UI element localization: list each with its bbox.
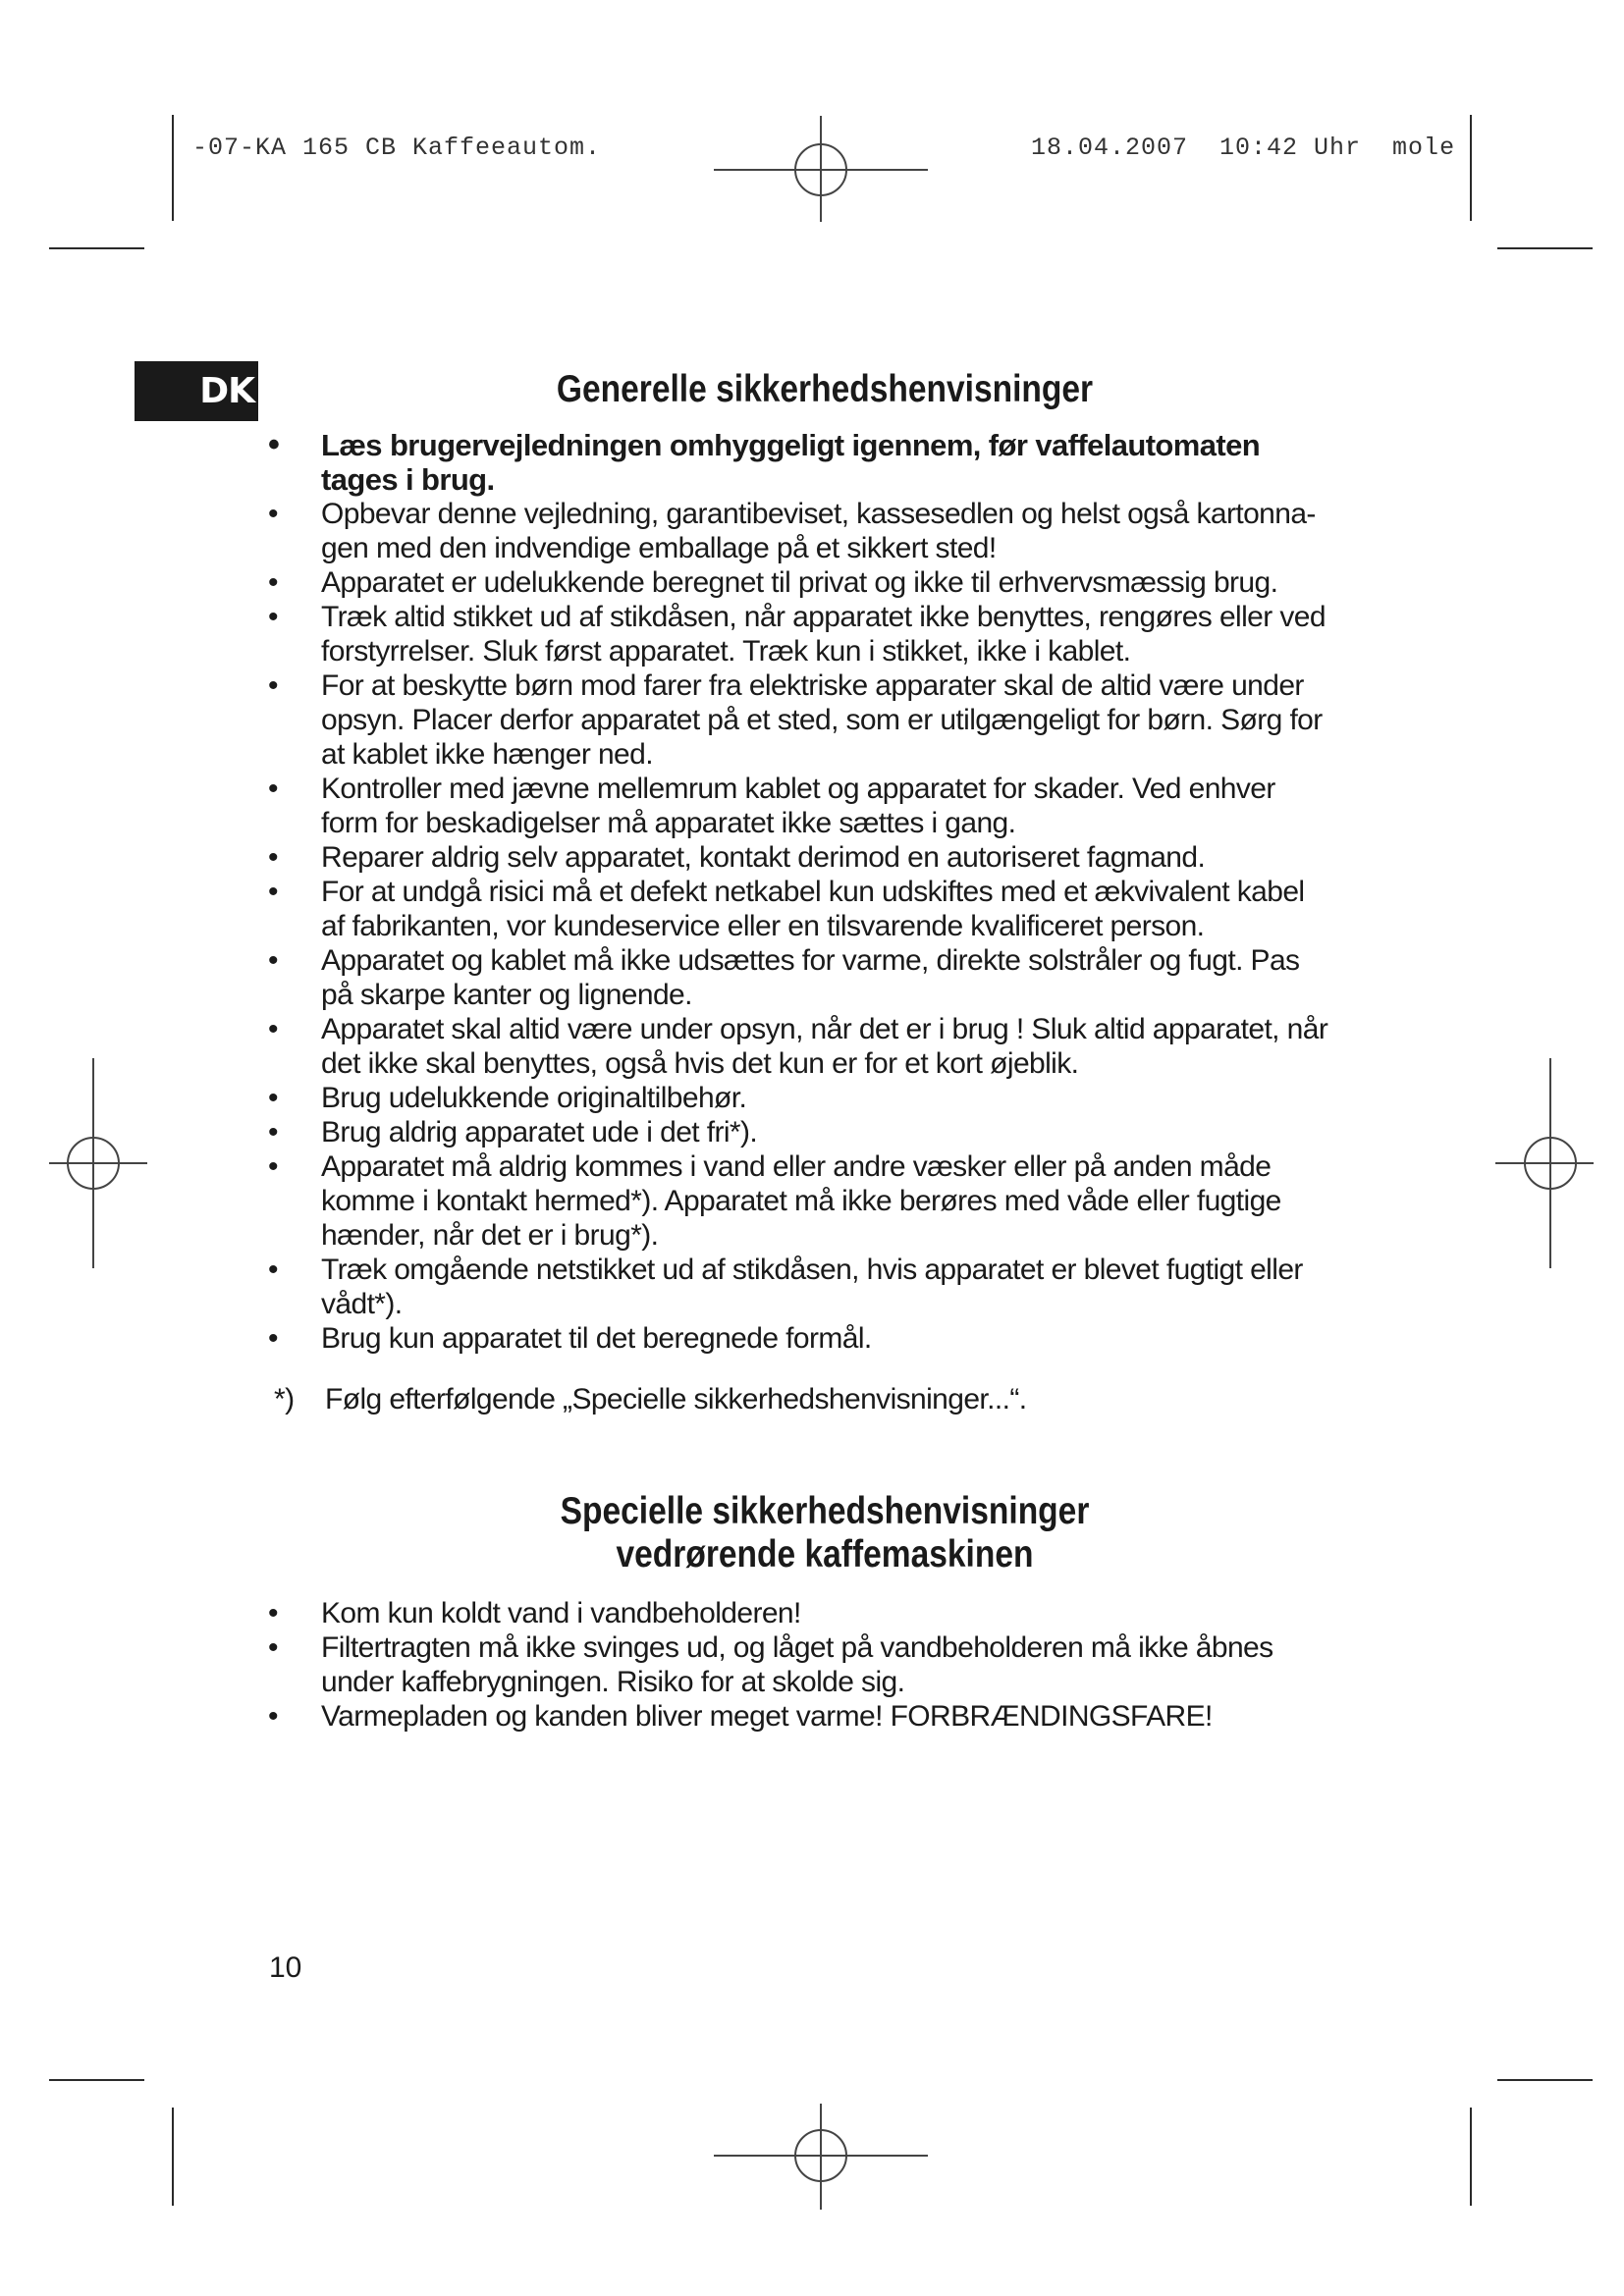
list-item: • Træk altid stikket ud af stikdåsen, når apparatet ikke benyttes, rengøres eller ved forstyrrelser. Sluk først apparatet. Træk kun i stikket, ikke i kablet. xyxy=(265,600,1335,668)
list-item: • Apparatet må aldrig kommes i vand eller andre væsker eller på anden måde komme i kontakt hermed*). Apparatet må ikke berøres med våde eller fugtige hænder, når det er i brug*). xyxy=(265,1149,1335,1253)
language-tab: DK xyxy=(135,361,258,421)
list-item: • For at undgå risici må et defekt netkabel kun udskiftes med et ækvivalent kabel af fabrikanten, vor kundeservice eller en tilsvarende kvalificeret person. xyxy=(265,875,1335,943)
footnote xyxy=(274,1382,1027,1416)
list-item: • Apparatet er udelukkende beregnet til privat og ikke til erhvervsmæssig brug. xyxy=(265,565,1335,600)
list-item: • Filtertragten må ikke svinges ud, og låget på vandbeholderen må ikke åbnes under kaffebrygningen. Risiko for at skolde sig. xyxy=(265,1630,1335,1699)
crop-mark xyxy=(1497,2079,1593,2081)
list-item: • Brug udelukkende originaltilbehør. xyxy=(265,1081,1335,1115)
crop-mark xyxy=(49,247,144,249)
registration-mark-right xyxy=(1495,1058,1594,1268)
section-title-line-2: vedrørende kaffemaskinen xyxy=(616,1533,1034,1575)
crop-mark xyxy=(172,2108,174,2206)
crop-mark xyxy=(1470,2108,1472,2206)
list-item: • Læs brugervejledningen omhyggeligt igennem, før vaffelautomaten tages i brug. xyxy=(265,428,1335,497)
list-item: • Opbevar denne vejledning, garantibeviset, kassesedlen og helst også kartonna-gen med den indvendige emballage på et sikkert sted! xyxy=(265,497,1335,565)
list-item: • Brug kun apparatet til det beregnede formål. xyxy=(265,1321,1335,1356)
registration-mark-top xyxy=(714,116,928,222)
header-file-name: -07-KA 165 CB Kaffeeautom. xyxy=(192,133,602,162)
list-item: • For at beskytte børn mod farer fra elektriske apparater skal de altid være under opsyn. Placer derfor apparatet på et sted, som er utilgængeligt for børn. Sørg for at kablet ikke hænger ned. xyxy=(265,668,1335,772)
registration-mark-bottom xyxy=(714,2104,928,2210)
footnote-mark: *) xyxy=(274,1383,295,1415)
header-datetime: 18.04.2007 10:42 Uhr mole xyxy=(1031,133,1456,162)
list-item: • Apparatet skal altid være under opsyn, når det er i brug ! Sluk altid apparatet, når det ikke skal benyttes, også hvis det kun er for et kort øjeblik. xyxy=(265,1012,1335,1081)
crop-mark xyxy=(172,115,174,221)
general-safety-list xyxy=(265,428,1335,1356)
list-item: • Træk omgående netstikket ud af stikdåsen, hvis apparatet er blevet fugtigt eller vådt*). xyxy=(265,1253,1335,1321)
list-item: • Kontroller med jævne mellemrum kablet og apparatet for skader. Ved enhver form for beskadigelser må apparatet ikke sættes i gang. xyxy=(265,772,1335,840)
footnote-text: Følg efterfølgende „Specielle sikkerhedshenvisninger...“. xyxy=(325,1383,1027,1415)
section-title-special xyxy=(285,1490,1366,1576)
list-item: • Brug aldrig apparatet ude i det fri*). xyxy=(265,1115,1335,1149)
list-item: • Varmepladen og kanden bliver meget varme! FORBRÆNDINGSFARE! xyxy=(265,1699,1335,1734)
section-title-line-1: Specielle sikkerhedshenvisninger xyxy=(560,1490,1090,1532)
registration-mark-left xyxy=(49,1058,147,1268)
list-item: • Kom kun koldt vand i vandbeholderen! xyxy=(265,1596,1335,1630)
special-safety-list xyxy=(265,1596,1335,1734)
crop-mark xyxy=(1470,115,1472,221)
crop-mark xyxy=(49,2079,144,2081)
page-number: 10 xyxy=(269,1951,302,1984)
section-title-general: Generelle sikkerhedshenvisninger xyxy=(556,368,1094,410)
crop-mark xyxy=(1497,247,1593,249)
list-item: • Apparatet og kablet må ikke udsættes for varme, direkte solstråler og fugt. Pas på skarpe kanter og lignende. xyxy=(265,943,1335,1012)
list-item: • Reparer aldrig selv apparatet, kontakt derimod en autoriseret fagmand. xyxy=(265,840,1335,875)
